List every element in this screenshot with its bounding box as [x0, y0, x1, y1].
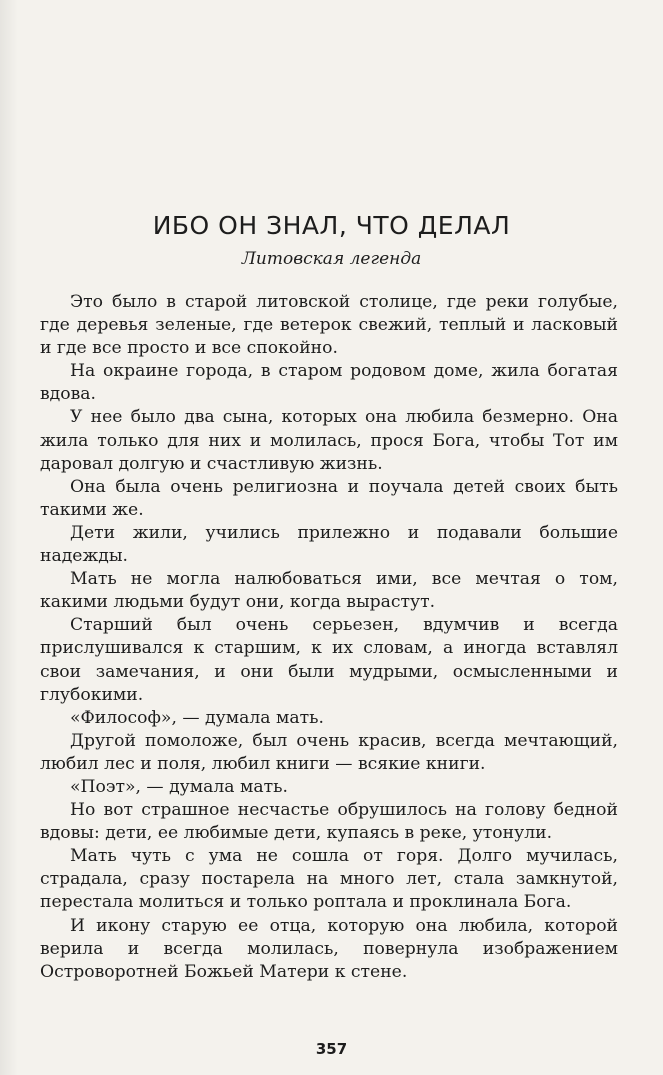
paragraph: Старший был очень серьезен, вдумчив и всегда прислушивался к старшим, к их словам, а иногда вставлял свои замечания, и они были мудрыми, осмысленными и глубокими. — [40, 615, 618, 705]
paragraph: Другой помоложе, был очень красив, всегда мечтающий, любил лес и поля, любил книги — всякие книги. — [40, 730, 618, 774]
paragraph: Она была очень религиозна и поучала детей своих быть такими же. — [40, 476, 618, 520]
paragraph: Мать чуть с ума не сошла от горя. Долго мучилась, страдала, сразу постарела на много лет, стала замкнутой, перестала молиться и только роптала и проклинала Бога. — [40, 846, 618, 913]
paragraph: Мать не могла налюбоваться ими, все мечтая о том, какими людьми будут они, когда вырастут. — [40, 569, 618, 613]
paragraph: «Философ», — думала мать. — [70, 707, 324, 728]
page-number: 357 — [315, 1040, 348, 1058]
chapter-title: ИБО ОН ЗНАЛ, ЧТО ДЕЛАЛ — [152, 211, 511, 240]
paragraph: Но вот страшное несчастье обрушилось на голову бедной вдовы: дети, ее любимые дети, купаясь в реке, утонули. — [40, 800, 618, 844]
chapter-body — [40, 291, 618, 984]
paragraph: Дети жили, учились прилежно и подавали большие надежды. — [40, 522, 618, 567]
paragraph: И икону старую ее отца, которую она любила, которой верила и всегда молилась, повернула изображением Островоротней Божьей Матери к стене. — [40, 915, 618, 982]
paragraph: На окраине города, в старом родовом доме, жила богатая вдова. — [40, 361, 618, 405]
paragraph: «Поэт», — думала мать. — [70, 776, 288, 797]
paragraph: Это было в старой литовской столице, где реки голубые, где деревья зеленые, где ветерок свежий, теплый и ласковый и где все просто и все спокойно. — [40, 292, 618, 359]
paragraph: У нее было два сына, которых она любила безмерно. Она жила только для них и молилась, прося Бога, чтобы Тот им даровал долгую и счастливую жизнь. — [40, 407, 618, 474]
chapter-subtitle: Литовская легенда — [241, 249, 422, 269]
